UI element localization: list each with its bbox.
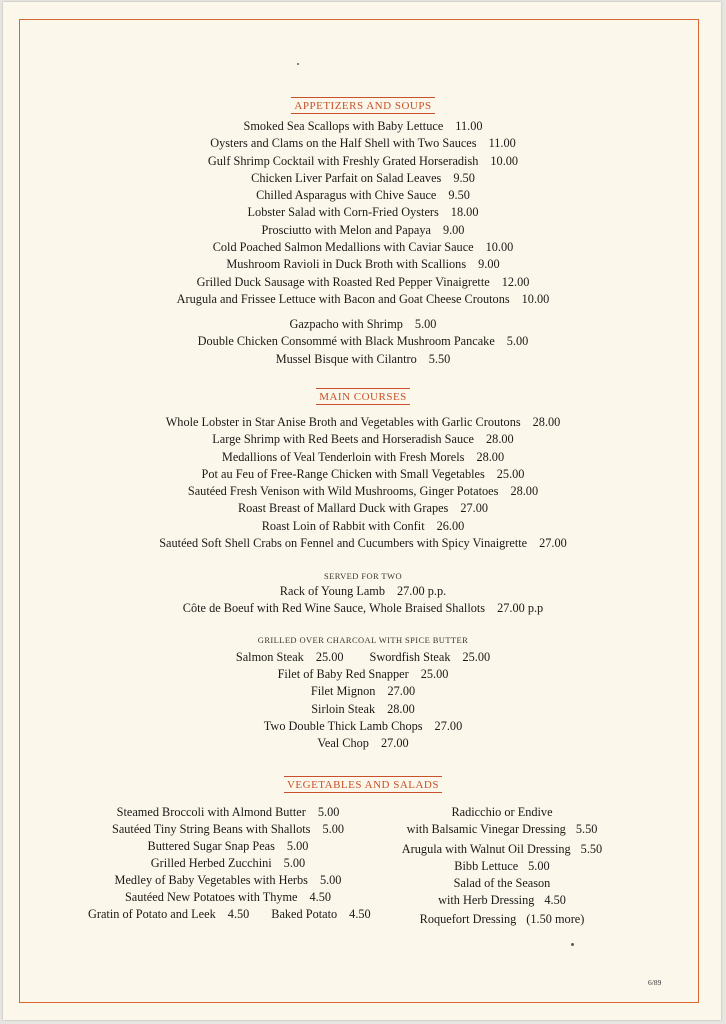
- menu-item-name: Roast Breast of Mallard Duck with Grapes: [237, 501, 449, 516]
- menu-item-name: Medley of Baby Vegetables with Herbs: [114, 873, 308, 887]
- menu-item: [0, 449, 726, 466]
- mains-list: [0, 414, 726, 552]
- menu-item-price: 5.00: [286, 839, 309, 853]
- menu-item-name: Medallions of Veal Tenderloin with Fresh Morels: [221, 449, 465, 464]
- menu-item-price: 9.50: [448, 188, 470, 203]
- served-for-two-list: [0, 583, 726, 618]
- mains-heading: [0, 388, 726, 405]
- grilled-list: [0, 666, 726, 752]
- menu-item: [0, 701, 726, 718]
- menu-item-price: 27.00: [460, 501, 489, 516]
- menu-item-price: 28.00: [476, 449, 505, 464]
- menu-item: [0, 204, 726, 221]
- menu-item: [88, 855, 368, 872]
- menu-item-price: 9.00: [442, 222, 465, 237]
- menu-item-price: 4.50: [544, 893, 566, 907]
- menu-item: [0, 316, 726, 333]
- menu-item-price: 11.00: [488, 136, 516, 151]
- menu-item-name: Veal Chop: [317, 736, 369, 751]
- menu-item: [0, 274, 726, 291]
- season-line2: [392, 892, 612, 909]
- roquefort-line: [392, 911, 612, 928]
- menu-item: [0, 153, 726, 170]
- menu-item: [0, 466, 726, 483]
- menu-item: [0, 500, 726, 517]
- menu-item: [0, 222, 726, 239]
- menu-item-name: Two Double Thick Lamb Chops: [263, 718, 423, 733]
- menu-item-price: 4.50: [349, 907, 371, 921]
- menu-item-price: 9.00: [478, 257, 500, 272]
- season-line1: Salad of the Season: [453, 876, 551, 890]
- menu-item-price: 10.00: [490, 153, 519, 168]
- menu-item-name: Chilled Asparagus with Chive Sauce: [256, 188, 437, 203]
- vegetables-right-column: [392, 804, 612, 928]
- vegetables-left-column: [88, 804, 368, 906]
- print-code: 6/89: [648, 978, 662, 987]
- menu-item-price: 18.00: [450, 205, 479, 220]
- menu-item-price: 27.00: [539, 536, 567, 551]
- menu-item-name: Sautéed Soft Shell Crabs on Fennel and Cucumbers with Spicy Vinaigrette: [159, 536, 528, 551]
- menu-item-name: Prosciutto with Melon and Papaya: [261, 222, 431, 237]
- menu-item: [0, 583, 726, 600]
- menu-item-name: Sautéed Fresh Venison with Wild Mushrooms, Ginger Potatoes: [187, 484, 499, 499]
- menu-item-name: Buttered Sugar Snap Peas: [147, 839, 275, 853]
- menu-item: [0, 535, 726, 552]
- menu-item-price: 28.00: [486, 432, 514, 447]
- radicchio-line2: [392, 821, 612, 838]
- menu-item-price: 27.00: [387, 684, 416, 699]
- grilled-heading: GRILLED OVER CHARCOAL WITH SPICE BUTTER: [257, 635, 469, 645]
- menu-item-price: 5.00: [528, 859, 550, 873]
- menu-item: [0, 735, 726, 752]
- menu-item-name: Whole Lobster in Star Anise Broth and Vegetables with Garlic Croutons: [165, 415, 521, 429]
- menu-item: [0, 518, 726, 535]
- menu-item-price: 27.00 p.p: [497, 601, 544, 616]
- menu-item-name: Mushroom Ravioli in Duck Broth with Scallions: [226, 257, 467, 272]
- menu-item: [0, 431, 726, 448]
- mains-title: MAIN COURSES: [316, 388, 410, 405]
- menu-item: [0, 135, 726, 152]
- menu-item-name: Roquefort Dressing: [419, 912, 517, 926]
- menu-item-name: Filet Mignon: [310, 684, 376, 699]
- menu-item-name: Arugula with Walnut Oil Dressing: [401, 842, 571, 856]
- menu-item-price: 4.50: [309, 890, 332, 904]
- served-for-two-heading: SERVED FOR TWO: [324, 571, 402, 581]
- menu-item-price: 25.00: [496, 466, 525, 481]
- menu-item: [0, 483, 726, 500]
- menu-item: [0, 414, 726, 431]
- appetizers-heading: [0, 97, 726, 114]
- menu-item: [88, 872, 368, 889]
- menu-item-name: Steamed Broccoli with Almond Butter: [116, 805, 306, 819]
- menu-item-name: Grilled Duck Sausage with Roasted Red Pepper Vinaigrette: [196, 274, 490, 289]
- appetizers-list: [0, 118, 726, 308]
- menu-item: [88, 804, 368, 821]
- vegetables-left-pair: [88, 906, 371, 923]
- menu-item-name: Gulf Shrimp Cocktail with Freshly Grated Horseradish: [207, 153, 479, 168]
- bibb-line: [392, 858, 612, 875]
- menu-item-name: Gratin of Potato and Leek: [88, 907, 216, 921]
- speck-mark: [571, 943, 574, 946]
- menu-item-name: Lobster Salad with Corn-Fried Oysters: [247, 205, 439, 220]
- menu-item-price: 5.00: [283, 856, 306, 870]
- menu-item-price: 25.00: [420, 667, 449, 681]
- menu-item-price: 5.00: [317, 805, 340, 819]
- menu-item-price: 5.00: [322, 822, 344, 836]
- menu-item: [0, 333, 726, 350]
- vegetables-heading: [0, 776, 726, 793]
- menu-item-name: Pot au Feu of Free-Range Chicken with Small Vegetables: [201, 466, 485, 481]
- menu-item: [0, 118, 726, 135]
- menu-item-note: (1.50 more): [526, 912, 585, 926]
- menu-item-name: Sautéed Tiny String Beans with Shallots: [111, 822, 311, 836]
- menu-item-name: Sirloin Steak: [311, 701, 376, 716]
- menu-item: [0, 170, 726, 187]
- menu-item-name: Bibb Lettuce: [454, 859, 519, 873]
- menu-item-name: Baked Potato: [271, 907, 338, 921]
- menu-item-price: 25.00: [315, 650, 344, 664]
- menu-item-name: Grilled Herbed Zucchini: [150, 856, 272, 870]
- menu-item: [0, 351, 726, 368]
- menu-item-name: Filet of Baby Red Snapper: [277, 667, 409, 681]
- menu-item: [0, 256, 726, 273]
- vegetables-title: VEGETABLES AND SALADS: [284, 776, 442, 793]
- menu-item: [0, 239, 726, 256]
- menu-item-name: Salmon Steak: [235, 650, 304, 664]
- menu-item-price: 27.00 p.p.: [397, 584, 447, 598]
- menu-item-name: Double Chicken Consommé with Black Mushroom Pancake: [197, 334, 495, 349]
- appetizers-title: APPETIZERS AND SOUPS: [291, 97, 434, 114]
- menu-item-price: 10.00: [485, 240, 514, 255]
- menu-item-price: 5.50: [575, 822, 598, 836]
- menu-item: [0, 600, 726, 617]
- menu-item-name: Mussel Bisque with Cilantro: [275, 351, 417, 366]
- soups-list: [0, 316, 726, 368]
- menu-item-price: 10.00: [521, 291, 550, 306]
- menu-item-price: 12.00: [501, 274, 530, 289]
- menu-item: [0, 683, 726, 700]
- menu-item: [88, 889, 368, 906]
- menu-item: [0, 187, 726, 204]
- menu-item-price: 25.00: [462, 650, 491, 664]
- menu-item-name: Large Shrimp with Red Beets and Horseradish Sauce: [212, 432, 475, 447]
- menu-item-price: 27.00: [434, 718, 463, 733]
- menu-item-name: Gazpacho with Shrimp: [289, 317, 403, 331]
- menu-item: [88, 838, 368, 855]
- menu-item-price: 4.50: [227, 907, 250, 921]
- menu-item-name: Rack of Young Lamb: [279, 584, 385, 598]
- menu-item-name: Swordfish Steak: [369, 650, 451, 664]
- menu-item-name: Smoked Sea Scallops with Baby Lettuce: [243, 119, 444, 133]
- menu-item-price: 9.50: [453, 170, 475, 185]
- menu-item-name: Côte de Boeuf with Red Wine Sauce, Whole Braised Shallots: [182, 601, 486, 616]
- menu-item-price: 28.00: [510, 484, 539, 499]
- grilled-pair-row: [0, 649, 726, 666]
- menu-item-name: Roast Loin of Rabbit with Confit: [261, 518, 425, 533]
- speck-mark: [297, 63, 299, 65]
- menu-item-price: 5.00: [506, 334, 529, 349]
- menu-item-name: Sautéed New Potatoes with Thyme: [124, 890, 298, 904]
- menu-item: [0, 666, 726, 683]
- menu-item-price: 5.50: [428, 351, 451, 366]
- menu-item: [0, 718, 726, 735]
- menu-item-name: Chicken Liver Parfait on Salad Leaves: [251, 170, 442, 185]
- menu-item: [0, 291, 726, 308]
- menu-item-price: 5.00: [319, 873, 342, 887]
- menu-item-name: Oysters and Clams on the Half Shell with Two Sauces: [210, 136, 477, 151]
- menu-item-name: with Herb Dressing: [438, 893, 535, 907]
- menu-item-name: Cold Poached Salmon Medallions with Caviar Sauce: [212, 240, 474, 255]
- menu-item-price: 28.00: [387, 701, 415, 716]
- menu-item-price: 27.00: [380, 736, 409, 751]
- menu-item-name: with Balsamic Vinegar Dressing: [406, 822, 566, 836]
- menu-item: [88, 821, 368, 838]
- radicchio-line1: Radicchio or Endive: [451, 805, 553, 819]
- menu-item-price: 5.00: [414, 317, 437, 331]
- menu-item-price: 5.50: [580, 842, 603, 856]
- arugula-line: [392, 841, 612, 858]
- menu-item-price: 11.00: [455, 119, 483, 133]
- menu-item-price: 28.00: [532, 415, 561, 429]
- menu-item-price: 26.00: [436, 518, 465, 533]
- menu-item-name: Arugula and Frissee Lettuce with Bacon and Goat Cheese Croutons: [176, 291, 510, 306]
